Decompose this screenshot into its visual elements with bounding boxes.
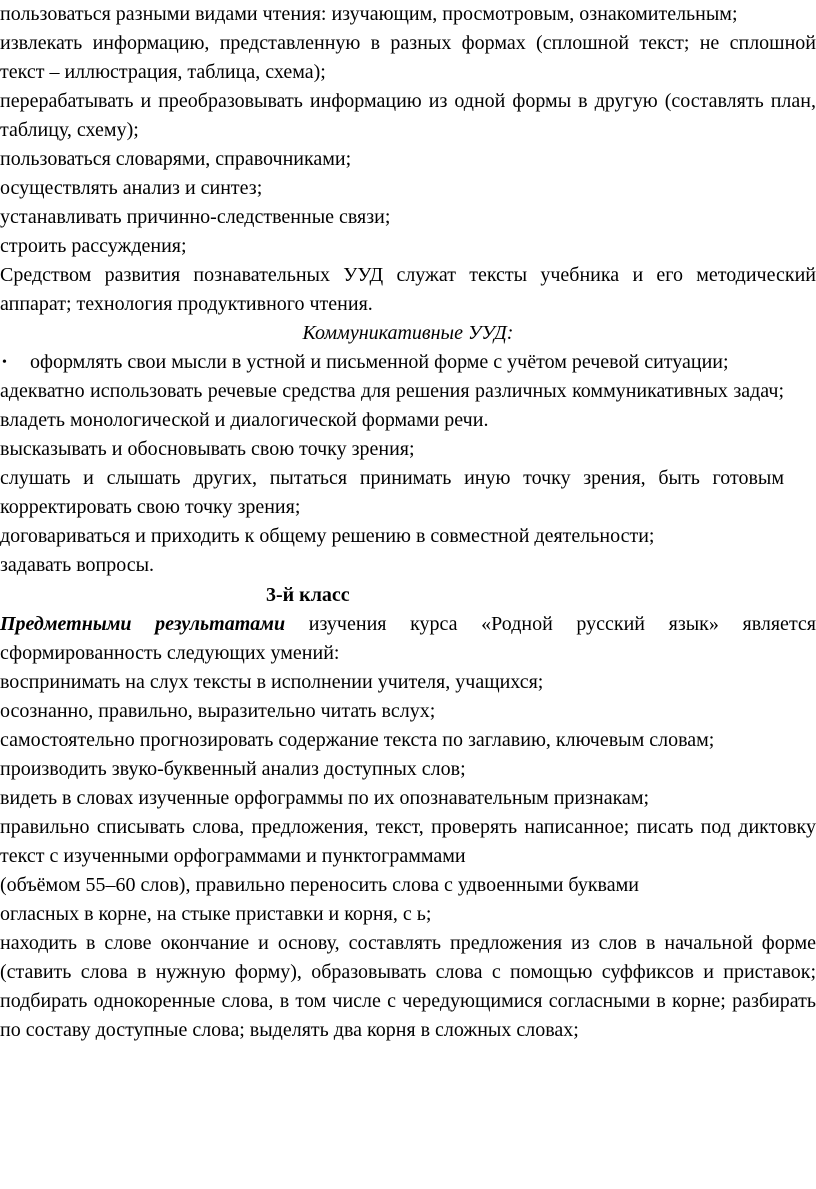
paragraph-copy-dictation: правильно списывать слова, предложения, текст, проверять написанное; писать под диктовку текст с изученными орфограммами и пунктограммами: [0, 816, 816, 867]
paragraph-subject-results: [0, 610, 816, 668]
paragraph-reading-types: пользоваться разными видами чтения: изучающим, просмотровым, ознакомительным;: [0, 3, 738, 25]
paragraph-speech-means: адекватно использовать речевые средства для решения различных коммуникативных задач; владеть монологической и диалогической формами речи.: [0, 380, 784, 431]
subject-results-lead: Предметными результатами: [0, 613, 286, 635]
paragraph-transform-information: перерабатывать и преобразовывать информацию из одной формы в другую (составлять план, таблицу, схему);: [0, 90, 816, 141]
paragraph-analysis-synthesis: осуществлять анализ и синтез;: [0, 177, 263, 199]
paragraph-cause-effect: устанавливать причинно-следственные связи;: [0, 206, 391, 228]
paragraph-read-aloud: осознанно, правильно, выразительно читать вслух;: [0, 700, 436, 722]
paragraph-use-dictionaries: пользоваться словарями, справочниками;: [0, 148, 352, 170]
bullet-item-text: оформлять свои мысли в устной и письменной форме с учётом речевой ситуации;: [30, 351, 729, 373]
bullet-icon: •: [2, 355, 7, 370]
paragraph-extract-information: извлекать информацию, представленную в разных формах (сплошной текст; не сплошной текст – иллюстрация, таблица, схема);: [0, 32, 816, 83]
bullet-item: [0, 348, 816, 377]
paragraph-reasoning: строить рассуждения;: [0, 235, 187, 257]
paragraph-word-structure: находить в слове окончание и основу, составлять предложения из слов в начальной форме (ставить слова в нужную форму), образовывать слова с помощью суффиксов и приставок; подбирать однокоренные слова, в том числе с чередующимися согласными в корне; разбирать по составу доступные слова; выделять два корня в сложных словах;: [0, 932, 816, 1041]
paragraph-ask-questions: задавать вопросы.: [0, 554, 155, 576]
grade-3-heading: 3-й класс: [266, 584, 350, 606]
communicative-heading: Коммуникативные УУД:: [302, 322, 514, 344]
paragraph-predict-content: самостоятельно прогнозировать содержание текста по заглавию, ключевым словам;: [0, 729, 715, 751]
paragraph-copy-dictation-cont2: огласных в корне, на стыке приставки и корня, с ь;: [0, 903, 432, 925]
paragraph-sound-letter-analysis: производить звуко-буквенный анализ доступных слов;: [0, 758, 466, 780]
subject-results-rest: изучения курса «Родной русский язык» является сформированность следующих умений:: [0, 613, 816, 664]
paragraph-point-of-view: высказывать и обосновывать свою точку зрения;: [0, 438, 415, 460]
paragraph-cognitive-means: Средством развития познавательных УУД служат тексты учебника и его методический аппарат; технология продуктивного чтения.: [0, 264, 816, 315]
paragraph-listen-texts: воспринимать на слух тексты в исполнении учителя, учащихся;: [0, 671, 544, 693]
paragraph-listen-others: слушать и слышать других, пытаться принимать иную точку зрения, быть готовым корректировать свою точку зрения;: [0, 467, 784, 518]
paragraph-agree-decision: договариваться и приходить к общему решению в совместной деятельности;: [0, 525, 655, 547]
paragraph-spelling-patterns: видеть в словах изученные орфограммы по их опознавательным признакам;: [0, 787, 650, 809]
paragraph-copy-dictation-cont1: (объёмом 55–60 слов), правильно переносить слова с удвоенными буквами: [0, 874, 639, 896]
